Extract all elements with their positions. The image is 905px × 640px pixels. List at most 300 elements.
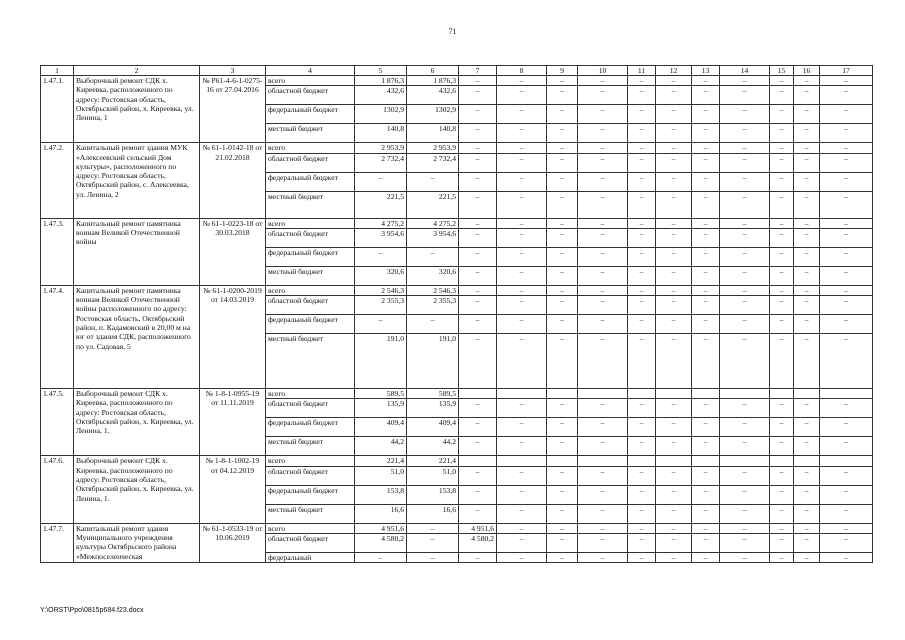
column-number-1: 1 [41,66,74,76]
column-number-3: 3 [200,66,266,76]
amount-column-12: – [656,534,692,553]
amount-column-15: – [770,296,794,315]
amount-column-8: – [497,523,547,533]
amount-column-9: – [547,553,578,563]
amount-column-12: – [656,228,692,247]
amount-column-14 [720,456,770,466]
amount-column-15: – [770,86,794,105]
column-number-15: 15 [770,66,794,76]
amount-column-17: – [820,191,873,218]
amount-column-6: 221,5 [407,191,459,218]
total-amount: 135,9 [355,399,407,418]
table-row [41,76,873,86]
amount-column-7: – [459,334,497,389]
funding-source: местный бюджет [266,437,355,456]
total-amount: – [355,247,407,266]
amount-column-14: – [720,247,770,266]
amount-column-16 [794,389,820,399]
amount-column-13: – [692,76,720,86]
amount-column-12: – [656,247,692,266]
amount-column-9: – [547,534,578,553]
amount-column-9: – [547,315,578,334]
amount-column-17: – [820,523,873,533]
total-amount: 44,2 [355,437,407,456]
page-number: 71 [448,27,457,36]
amount-column-6: 1 876,3 [407,76,459,86]
funding-source: всего [266,456,355,466]
amount-column-16: – [794,86,820,105]
amount-column-12: – [656,437,692,456]
amount-column-9: – [547,334,578,389]
amount-column-10: – [578,553,628,563]
amount-column-11: – [628,534,656,553]
amount-column-7: – [459,124,497,143]
amount-column-11: – [628,285,656,295]
amount-column-14: – [720,418,770,437]
amount-column-17: – [820,218,873,228]
funding-source: федеральный [266,553,355,563]
amount-column-8: – [497,76,547,86]
amount-column-7: 4 951,6 [459,523,497,533]
amount-column-17: – [820,334,873,389]
amount-column-9 [547,389,578,399]
item-number: 1.47.7. [41,523,74,563]
item-number: 1.47.4. [41,285,74,388]
amount-column-16: – [794,534,820,553]
amount-column-16: – [794,553,820,563]
amount-column-15: – [770,334,794,389]
amount-column-17: – [820,172,873,191]
amount-column-12: – [656,191,692,218]
amount-column-13: – [692,285,720,295]
amount-column-14 [720,389,770,399]
amount-column-7: – [459,399,497,418]
expertise-conclusion: № 1-8-1-1002-19 от 04.12.2019 [200,456,266,523]
amount-column-8: – [497,247,547,266]
amount-column-11: – [628,266,656,285]
amount-column-11: – [628,191,656,218]
amount-column-16: – [794,105,820,124]
amount-column-16: – [794,523,820,533]
amount-column-13: – [692,334,720,389]
amount-column-9: – [547,437,578,456]
amount-column-9: – [547,218,578,228]
amount-column-6: 16,6 [407,504,459,523]
funding-source: всего [266,143,355,153]
amount-column-13: – [692,153,720,172]
amount-column-16: – [794,466,820,485]
amount-column-11: – [628,228,656,247]
amount-column-16: – [794,247,820,266]
funding-source: областной бюджет [266,228,355,247]
funding-source: местный бюджет [266,124,355,143]
total-amount: 2 732,4 [355,153,407,172]
expertise-conclusion: № 61-1-0533-19 от 10.06.2019 [200,523,266,563]
amount-column-17 [820,456,873,466]
funding-source: всего [266,285,355,295]
amount-column-13: – [692,399,720,418]
amount-column-17: – [820,466,873,485]
amount-column-7: – [459,266,497,285]
item-name: Капитальный ремонт здания МУК «Алексеевский сельский Дом культуры», расположенного по адресу: Ростовская область, Октябрьский район, с. Алексеевка, ул. Ленина, 2 [74,143,200,218]
amount-column-13: – [692,218,720,228]
amount-column-9: – [547,399,578,418]
amount-column-8 [497,389,547,399]
amount-column-17: – [820,105,873,124]
amount-column-15: – [770,285,794,295]
funding-source: всего [266,523,355,533]
amount-column-6: 409,4 [407,418,459,437]
column-number-12: 12 [656,66,692,76]
amount-column-11: – [628,76,656,86]
amount-column-9: – [547,228,578,247]
amount-column-17: – [820,228,873,247]
total-amount: 4 580,2 [355,534,407,553]
amount-column-11 [628,389,656,399]
amount-column-12: – [656,285,692,295]
expertise-conclusion: № 1-8-1-0955-19 от 11.11.2019 [200,389,266,456]
amount-column-15: – [770,76,794,86]
amount-column-7: – [459,247,497,266]
funding-source: областной бюджет [266,466,355,485]
amount-column-12: – [656,504,692,523]
amount-column-10: – [578,485,628,504]
amount-column-13: – [692,191,720,218]
amount-column-12: – [656,86,692,105]
amount-column-6: 2 355,3 [407,296,459,315]
amount-column-8: – [497,504,547,523]
amount-column-15: – [770,153,794,172]
amount-column-11: – [628,315,656,334]
table-row [41,285,873,295]
amount-column-10: – [578,437,628,456]
amount-column-17 [820,389,873,399]
amount-column-15 [770,389,794,399]
amount-column-16: – [794,172,820,191]
amount-column-10: – [578,191,628,218]
funding-source: федеральный бюджет [266,172,355,191]
amount-column-11: – [628,418,656,437]
amount-column-16: – [794,191,820,218]
amount-column-6: – [407,315,459,334]
funding-source: местный бюджет [266,191,355,218]
amount-column-6: 4 275,2 [407,218,459,228]
item-name: Выборочный ремонт СДК х. Киреевка, расположенного по адресу: Ростовская область, Октябрьский район, х. Киреевка, ул. Ленина, 1. [74,389,200,456]
amount-column-13: – [692,523,720,533]
total-amount: 2 953,9 [355,143,407,153]
amount-column-14: – [720,315,770,334]
total-amount: 16,6 [355,504,407,523]
amount-column-15: – [770,228,794,247]
amount-column-8: – [497,86,547,105]
amount-column-11: – [628,143,656,153]
amount-column-12 [656,389,692,399]
table-header [41,66,873,76]
funding-source: федеральный бюджет [266,315,355,334]
table-row [41,523,873,533]
amount-column-15: – [770,315,794,334]
amount-column-15: – [770,553,794,563]
funding-source: всего [266,389,355,399]
total-amount: 191,0 [355,334,407,389]
amount-column-9: – [547,105,578,124]
table-row [41,389,873,399]
amount-column-13: – [692,437,720,456]
funding-source: областной бюджет [266,296,355,315]
amount-column-8: – [497,466,547,485]
amount-column-9: – [547,266,578,285]
amount-column-15: – [770,172,794,191]
amount-column-12: – [656,296,692,315]
funding-source: областной бюджет [266,534,355,553]
amount-column-7: – [459,172,497,191]
amount-column-9: – [547,504,578,523]
amount-column-10: – [578,76,628,86]
amount-column-11: – [628,86,656,105]
amount-column-12: – [656,153,692,172]
amount-column-15: – [770,418,794,437]
total-amount: 320,6 [355,266,407,285]
amount-column-11: – [628,466,656,485]
amount-column-16: – [794,143,820,153]
amount-column-12: – [656,266,692,285]
amount-column-13: – [692,124,720,143]
amount-column-8: – [497,218,547,228]
amount-column-9: – [547,466,578,485]
amount-column-14: – [720,504,770,523]
funding-source: областной бюджет [266,399,355,418]
amount-column-10 [578,389,628,399]
amount-column-8: – [497,172,547,191]
amount-column-12: – [656,466,692,485]
item-number: 1.47.2. [41,143,74,218]
amount-column-9: – [547,247,578,266]
amount-column-9: – [547,418,578,437]
amount-column-10: – [578,523,628,533]
amount-column-13: – [692,105,720,124]
amount-column-10: – [578,247,628,266]
funding-source: областной бюджет [266,153,355,172]
amount-column-16: – [794,266,820,285]
amount-column-6: 432,6 [407,86,459,105]
amount-column-9 [547,456,578,466]
item-number: 1.47.3. [41,218,74,285]
amount-column-8: – [497,266,547,285]
amount-column-9: – [547,124,578,143]
amount-column-14: – [720,218,770,228]
amount-column-11: – [628,399,656,418]
amount-column-7: – [459,153,497,172]
amount-column-11: – [628,153,656,172]
amount-column-17: – [820,143,873,153]
amount-column-10: – [578,172,628,191]
amount-column-13 [692,456,720,466]
total-amount: 409,4 [355,418,407,437]
amount-column-14: – [720,266,770,285]
expertise-conclusion: № 61-1-0142-18 от 21.02.2018 [200,143,266,218]
item-number: 1.47.1. [41,76,74,143]
amount-column-16: – [794,485,820,504]
amount-column-17: – [820,76,873,86]
amount-column-15: – [770,485,794,504]
amount-column-14: – [720,86,770,105]
amount-column-11: – [628,553,656,563]
amount-column-6: 191,0 [407,334,459,389]
amount-column-13 [692,389,720,399]
funding-source: федеральный бюджет [266,418,355,437]
amount-column-15: – [770,399,794,418]
amount-column-7: – [459,418,497,437]
amount-column-13: – [692,172,720,191]
amount-column-8: – [497,334,547,389]
column-number-10: 10 [578,66,628,76]
amount-column-16: – [794,228,820,247]
table-row [41,456,873,466]
amount-column-16: – [794,285,820,295]
amount-column-16: – [794,218,820,228]
amount-column-10: – [578,296,628,315]
amount-column-17: – [820,485,873,504]
amount-column-15: – [770,437,794,456]
amount-column-13: – [692,466,720,485]
amount-column-6: 140,8 [407,124,459,143]
amount-column-13: – [692,86,720,105]
amount-column-10: – [578,218,628,228]
amount-column-16: – [794,418,820,437]
amount-column-13: – [692,534,720,553]
amount-column-8: – [497,153,547,172]
amount-column-17: – [820,437,873,456]
amount-column-10: – [578,399,628,418]
file-path-footer: Y:\ORST\Ppo\0815p684.f23.docx [40,607,144,614]
amount-column-13: – [692,296,720,315]
amount-column-7: – [459,86,497,105]
amount-column-6: 51,0 [407,466,459,485]
amount-column-14: – [720,153,770,172]
total-amount: 589,5 [355,389,407,399]
amount-column-9: – [547,191,578,218]
column-number-7: 7 [459,66,497,76]
amount-column-15: – [770,247,794,266]
amount-column-12: – [656,172,692,191]
amount-column-10: – [578,504,628,523]
item-name: Выборочный ремонт СДК х. Киреевка, расположенного по адресу: Ростовская область, Октябрьский район, х. Киреевка, ул. Ленина, 1 [74,76,200,143]
amount-column-12 [656,456,692,466]
total-amount: 2 546,3 [355,285,407,295]
funding-source: местный бюджет [266,504,355,523]
total-amount: 432,6 [355,86,407,105]
amount-column-13: – [692,553,720,563]
amount-column-7: – [459,504,497,523]
amount-column-7: – [459,553,497,563]
amount-column-8: – [497,485,547,504]
amount-column-11: – [628,504,656,523]
table-body [41,76,873,563]
amount-column-7: – [459,296,497,315]
column-number-11: 11 [628,66,656,76]
funding-source: всего [266,76,355,86]
total-amount: 51,0 [355,466,407,485]
amount-column-10: – [578,315,628,334]
amount-column-9: – [547,86,578,105]
amount-column-15: – [770,504,794,523]
funding-source: местный бюджет [266,334,355,389]
amount-column-7: – [459,105,497,124]
table-row [41,143,873,153]
amount-column-6: – [407,247,459,266]
amount-column-12: – [656,418,692,437]
column-number-17: 17 [820,66,873,76]
amount-column-13: – [692,228,720,247]
amount-column-6: 221,4 [407,456,459,466]
amount-column-15: – [770,466,794,485]
amount-column-16: – [794,76,820,86]
amount-column-12: – [656,76,692,86]
amount-column-16: – [794,153,820,172]
total-amount: – [355,553,407,563]
amount-column-11: – [628,334,656,389]
amount-column-16: – [794,399,820,418]
expertise-conclusion: № 61-1-0200-2019 от 14.03.2019 [200,285,266,388]
funding-source: федеральный бюджет [266,247,355,266]
amount-column-14: – [720,485,770,504]
amount-column-16: – [794,504,820,523]
amount-column-9: – [547,296,578,315]
amount-column-10: – [578,143,628,153]
amount-column-7 [459,456,497,466]
amount-column-8: – [497,296,547,315]
column-number-8: 8 [497,66,547,76]
item-name: Капитальный ремонт памятника воинам Великой Отечественной войны расположенного по адресу: Ростовская область, Октябрьский район, п. Кадамовский в 20,00 м на юг от здания СДК, расположенного по ул. Садовая, 5 [74,285,200,388]
amount-column-8: – [497,534,547,553]
amount-column-6: 1302,9 [407,105,459,124]
amount-column-17: – [820,124,873,143]
total-amount: 1302,9 [355,105,407,124]
amount-column-17: – [820,285,873,295]
table-row [41,218,873,228]
amount-column-17: – [820,504,873,523]
amount-column-16: – [794,437,820,456]
amount-column-15: – [770,523,794,533]
column-number-16: 16 [794,66,820,76]
amount-column-7: – [459,315,497,334]
amount-column-6: 135,9 [407,399,459,418]
amount-column-12: – [656,399,692,418]
amount-column-11: – [628,105,656,124]
amount-column-6: – [407,534,459,553]
amount-column-12: – [656,553,692,563]
amount-column-17: – [820,315,873,334]
amount-column-15: – [770,124,794,143]
amount-column-10: – [578,418,628,437]
amount-column-7: – [459,437,497,456]
amount-column-17: – [820,86,873,105]
column-number-13: 13 [692,66,720,76]
amount-column-7: – [459,191,497,218]
amount-column-9: – [547,523,578,533]
amount-column-10: – [578,228,628,247]
total-amount: 153,8 [355,485,407,504]
amount-column-10: – [578,124,628,143]
total-amount: 221,5 [355,191,407,218]
amount-column-13: – [692,504,720,523]
total-amount: – [355,315,407,334]
total-amount: 4 275,2 [355,218,407,228]
amount-column-6: – [407,172,459,191]
budget-table [40,65,873,563]
amount-column-14: – [720,334,770,389]
amount-column-12: – [656,143,692,153]
